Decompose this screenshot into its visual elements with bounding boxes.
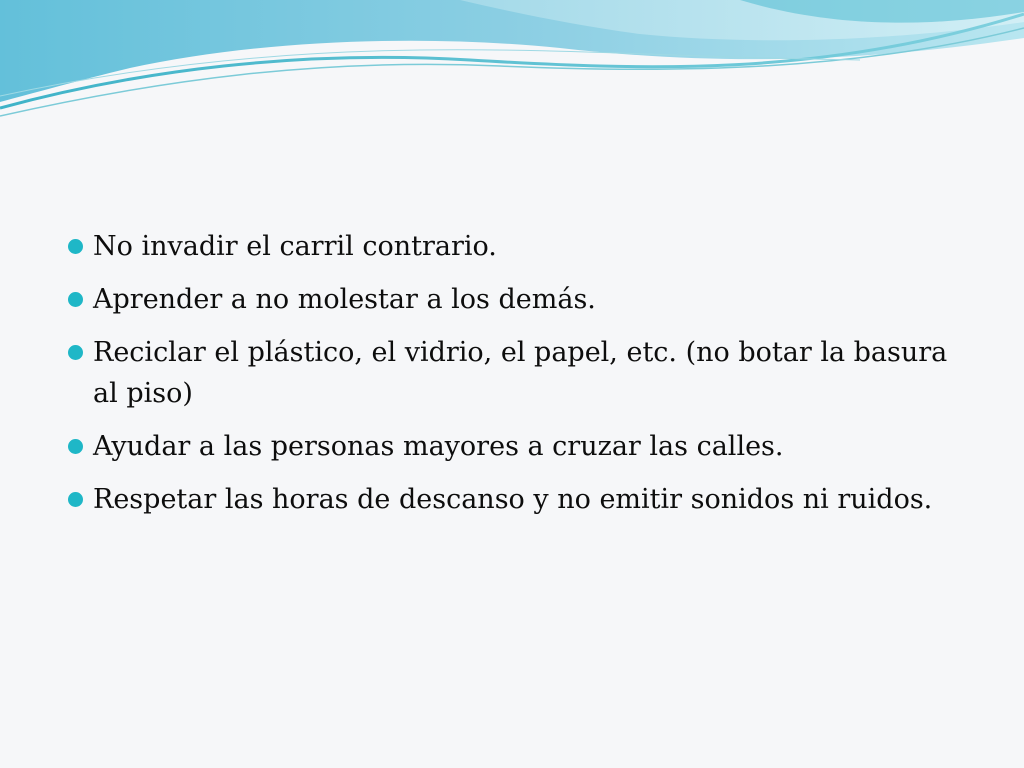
bullet-list bbox=[62, 226, 962, 532]
bullet-text: Reciclar el plástico, el vidrio, el papel, etc. (no botar la basura al piso) bbox=[93, 337, 948, 409]
bullet-icon bbox=[68, 492, 83, 507]
bullet-icon bbox=[68, 292, 83, 307]
list-item bbox=[62, 279, 962, 320]
bullet-text: No invadir el carril contrario. bbox=[93, 231, 497, 262]
list-item bbox=[62, 332, 962, 414]
bullet-text: Ayudar a las personas mayores a cruzar las calles. bbox=[93, 431, 784, 462]
bullet-icon bbox=[68, 239, 83, 254]
bullet-text: Aprender a no molestar a los demás. bbox=[93, 284, 596, 315]
list-item bbox=[62, 426, 962, 467]
list-item bbox=[62, 479, 962, 520]
decorative-wave-header bbox=[0, 0, 1024, 130]
bullet-icon bbox=[68, 439, 83, 454]
bullet-icon bbox=[68, 345, 83, 360]
bullet-text: Respetar las horas de descanso y no emitir sonidos ni ruidos. bbox=[93, 484, 933, 515]
list-item bbox=[62, 226, 962, 267]
